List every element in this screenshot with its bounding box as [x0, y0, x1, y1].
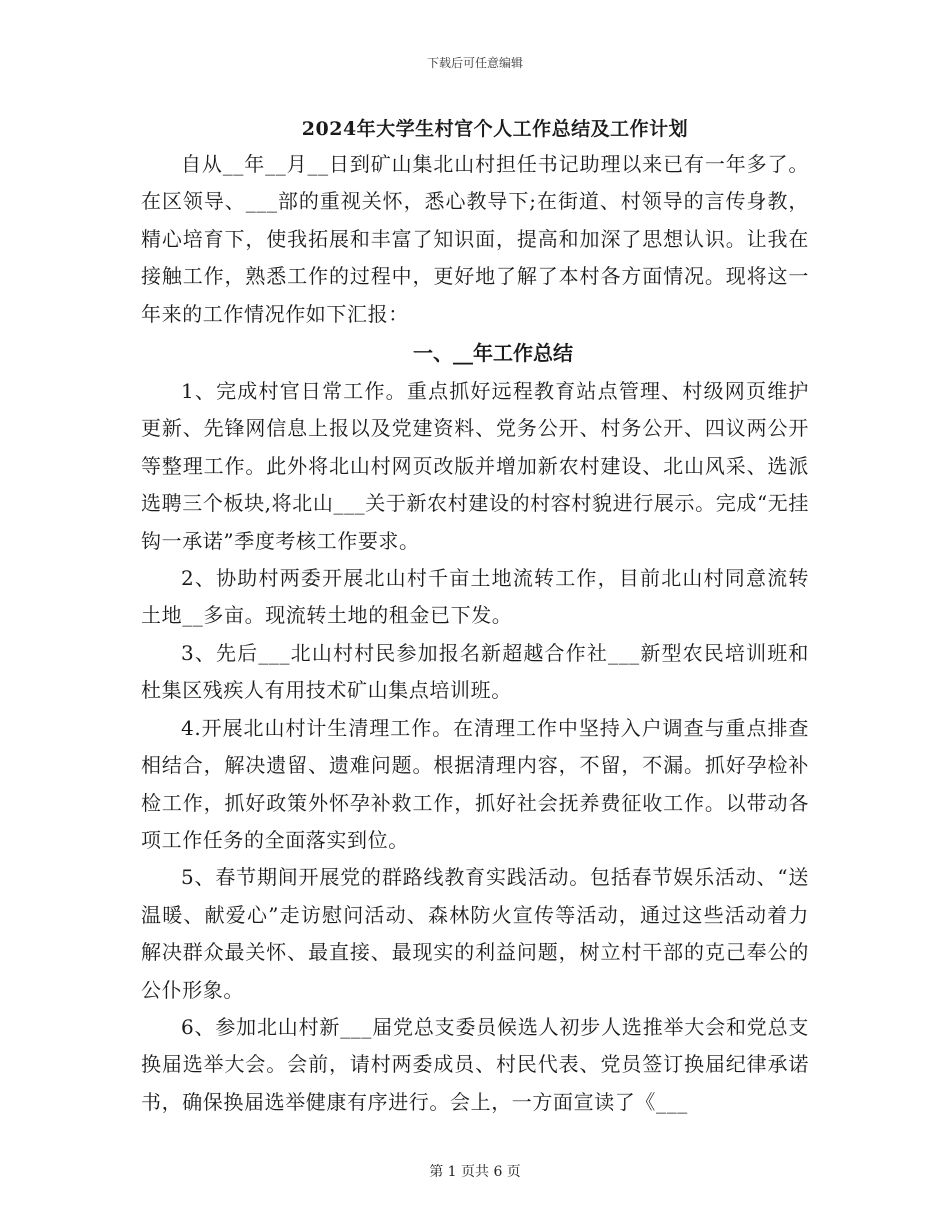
- intro-paragraph: 自从__年__月__日到矿山集北山村担任书记助理以来已有一年多了。在区领导、___部的重视关怀，悉心教导下;在街道、村领导的言传身教，精心培育下，使我拓展和丰富了知识面，提高和加深了思想认识。让我在接触工作，熟悉工作的过程中，更好地了解了本村各方面情况。现将这一年来的工作情况作如下汇报：: [141, 152, 809, 326]
- page-number: 第 1 页共 6 页: [429, 1164, 521, 1180]
- document-body: [141, 112, 809, 1121]
- paragraph-2: 2、协助村两委开展北山村千亩土地流转工作，目前北山村同意流转土地__多亩。现流转土地的租金已下发。: [141, 566, 809, 628]
- document-title: 2024年大学生村官个人工作总结及工作计划: [301, 118, 689, 140]
- paragraph-3: 3、先后___北山村村民参加报名新超越合作社___新型农民培训班和杜集区残疾人有用技术矿山集点培训班。: [141, 640, 809, 703]
- paragraph-4: 4.开展北山村计生清理工作。在清理工作中坚持入户调查与重点排查相结合，解决遗留、遗难问题。根据清理内容，不留，不漏。抓好孕检补检工作，抓好政策外怀孕补救工作，抓好社会抚养费征收工作。以带动各项工作任务的全面落实到位。: [141, 715, 809, 852]
- paragraph-6: 6、参加北山村新___届党总支委员候选人初步人选推举大会和党总支换届选举大会。会前，请村两委成员、村民代表、党员签订换届纪律承诺书，确保换届选举健康有序进行。会上，一方面宣读了《___: [141, 1014, 809, 1114]
- paragraph-5: 5、春节期间开展党的群路线教育实践活动。包括春节娱乐活动、“送温暖、献爱心”走访慰问活动、森林防火宣传等活动，通过这些活动着力解决群众最关怀、最直接、最现实的利益问题，树立村干部的克己奉公的公仆形象。: [141, 865, 809, 1002]
- paragraph-1: 1、完成村官日常工作。重点抓好远程教育站点管理、村级网页维护更新、先锋网信息上报以及党建资料、党务公开、村务公开、四议两公开等整理工作。此外将北山村网页改版并增加新农村建设、北山风采、选派选聘三个板块,将北山___关于新农村建设的村容村貌进行展示。完成“无挂钩一承诺”季度考核工作要求。: [141, 379, 809, 553]
- page-header: 下载后可任意编辑: [426, 56, 523, 70]
- section-heading: 一、__年工作总结: [413, 341, 573, 366]
